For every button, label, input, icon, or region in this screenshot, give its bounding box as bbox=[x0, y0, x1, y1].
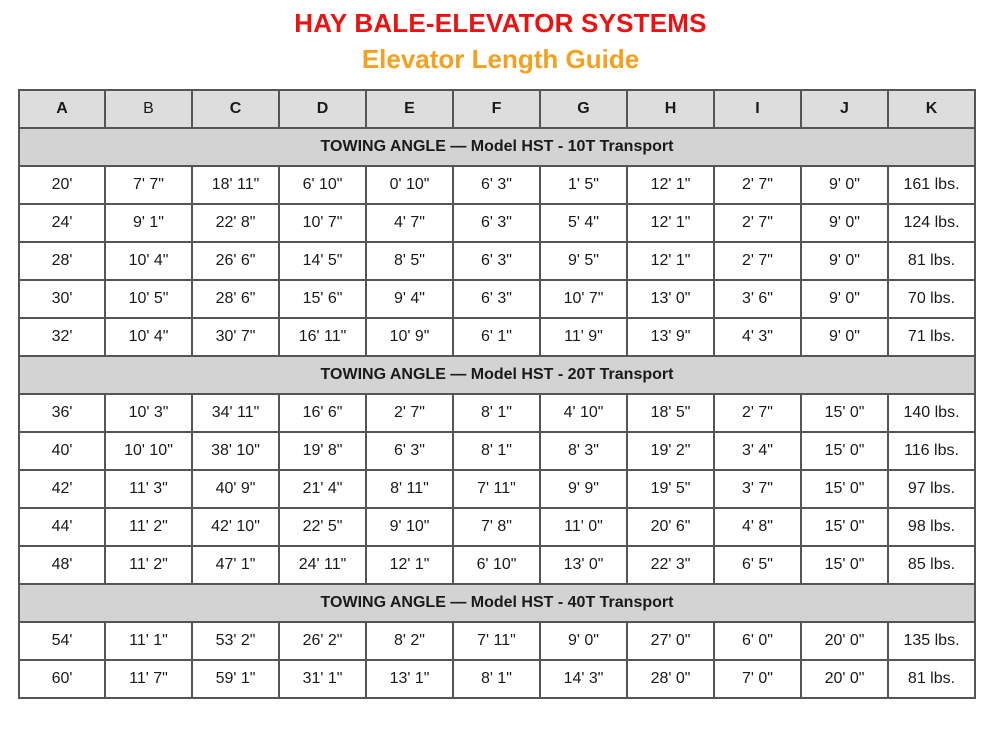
table-row bbox=[19, 432, 975, 470]
table-cell-d: 14' 5" bbox=[279, 242, 366, 280]
table-cell-a: 60' bbox=[19, 660, 105, 698]
column-header-a: A bbox=[19, 90, 105, 128]
table-cell-i: 4' 3" bbox=[714, 318, 801, 356]
table-cell-d: 21' 4" bbox=[279, 470, 366, 508]
table-cell-h: 12' 1" bbox=[627, 166, 714, 204]
section-header-row bbox=[19, 356, 975, 394]
table-row bbox=[19, 394, 975, 432]
table-cell-d: 16' 11" bbox=[279, 318, 366, 356]
table-cell-h: 22' 3" bbox=[627, 546, 714, 584]
table-cell-c: 47' 1" bbox=[192, 546, 279, 584]
table-cell-g: 8' 3" bbox=[540, 432, 627, 470]
table-cell-c: 26' 6" bbox=[192, 242, 279, 280]
table-row bbox=[19, 470, 975, 508]
table-cell-j: 9' 0" bbox=[801, 318, 888, 356]
table-cell-e: 13' 1" bbox=[366, 660, 453, 698]
table-cell-h: 19' 2" bbox=[627, 432, 714, 470]
table-cell-g: 9' 5" bbox=[540, 242, 627, 280]
table-cell-k: 97 lbs. bbox=[888, 470, 975, 508]
column-header-i: I bbox=[714, 90, 801, 128]
table-row bbox=[19, 280, 975, 318]
table-cell-b: 10' 3" bbox=[105, 394, 192, 432]
table-row bbox=[19, 166, 975, 204]
table-cell-d: 10' 7" bbox=[279, 204, 366, 242]
table-cell-i: 6' 5" bbox=[714, 546, 801, 584]
table-cell-j: 9' 0" bbox=[801, 280, 888, 318]
table-cell-i: 3' 4" bbox=[714, 432, 801, 470]
table-cell-h: 18' 5" bbox=[627, 394, 714, 432]
table-cell-a: 20' bbox=[19, 166, 105, 204]
table-cell-g: 5' 4" bbox=[540, 204, 627, 242]
section-label: TOWING ANGLE — Model HST - 20T Transport bbox=[19, 356, 975, 394]
table-cell-g: 9' 0" bbox=[540, 622, 627, 660]
table-cell-j: 15' 0" bbox=[801, 394, 888, 432]
table-cell-a: 44' bbox=[19, 508, 105, 546]
table-cell-k: 135 lbs. bbox=[888, 622, 975, 660]
table-row bbox=[19, 204, 975, 242]
table-cell-j: 20' 0" bbox=[801, 660, 888, 698]
table-cell-i: 2' 7" bbox=[714, 394, 801, 432]
table-row bbox=[19, 318, 975, 356]
table-cell-i: 2' 7" bbox=[714, 204, 801, 242]
table-cell-j: 15' 0" bbox=[801, 432, 888, 470]
table-cell-h: 27' 0" bbox=[627, 622, 714, 660]
table-cell-b: 10' 4" bbox=[105, 318, 192, 356]
table-cell-a: 30' bbox=[19, 280, 105, 318]
table-cell-b: 11' 7" bbox=[105, 660, 192, 698]
table-cell-e: 10' 9" bbox=[366, 318, 453, 356]
column-header-d: D bbox=[279, 90, 366, 128]
table-cell-f: 6' 3" bbox=[453, 280, 540, 318]
table-cell-d: 26' 2" bbox=[279, 622, 366, 660]
elevator-length-table bbox=[18, 89, 976, 699]
column-header-f: F bbox=[453, 90, 540, 128]
table-cell-g: 9' 9" bbox=[540, 470, 627, 508]
table-cell-f: 6' 3" bbox=[453, 204, 540, 242]
table-cell-e: 8' 11" bbox=[366, 470, 453, 508]
column-header-k: K bbox=[888, 90, 975, 128]
table-cell-f: 8' 1" bbox=[453, 394, 540, 432]
section-label: TOWING ANGLE — Model HST - 10T Transport bbox=[19, 128, 975, 166]
table-cell-c: 34' 11" bbox=[192, 394, 279, 432]
table-cell-g: 10' 7" bbox=[540, 280, 627, 318]
table-cell-f: 8' 1" bbox=[453, 432, 540, 470]
table-header-row bbox=[19, 90, 975, 128]
table-cell-h: 12' 1" bbox=[627, 242, 714, 280]
table-cell-j: 15' 0" bbox=[801, 546, 888, 584]
table-cell-i: 3' 6" bbox=[714, 280, 801, 318]
table-cell-f: 8' 1" bbox=[453, 660, 540, 698]
page-title: HAY BALE-ELEVATOR SYSTEMS bbox=[294, 8, 707, 38]
table-cell-g: 11' 9" bbox=[540, 318, 627, 356]
section-label: TOWING ANGLE — Model HST - 40T Transport bbox=[19, 584, 975, 622]
table-cell-d: 16' 6" bbox=[279, 394, 366, 432]
table-cell-g: 14' 3" bbox=[540, 660, 627, 698]
column-header-b: B bbox=[105, 90, 192, 128]
section-header-row bbox=[19, 128, 975, 166]
table-cell-b: 10' 5" bbox=[105, 280, 192, 318]
table-cell-e: 9' 4" bbox=[366, 280, 453, 318]
column-header-h: H bbox=[627, 90, 714, 128]
table-cell-d: 22' 5" bbox=[279, 508, 366, 546]
table-row bbox=[19, 622, 975, 660]
table-cell-c: 18' 11" bbox=[192, 166, 279, 204]
table-cell-a: 36' bbox=[19, 394, 105, 432]
column-header-e: E bbox=[366, 90, 453, 128]
table-cell-a: 40' bbox=[19, 432, 105, 470]
table-cell-i: 2' 7" bbox=[714, 166, 801, 204]
table-cell-a: 24' bbox=[19, 204, 105, 242]
table-cell-i: 7' 0" bbox=[714, 660, 801, 698]
table-cell-h: 19' 5" bbox=[627, 470, 714, 508]
table-cell-j: 9' 0" bbox=[801, 166, 888, 204]
table-cell-f: 7' 11" bbox=[453, 622, 540, 660]
table-cell-a: 48' bbox=[19, 546, 105, 584]
column-header-g: G bbox=[540, 90, 627, 128]
table-cell-c: 42' 10" bbox=[192, 508, 279, 546]
table-cell-a: 32' bbox=[19, 318, 105, 356]
table-cell-k: 161 lbs. bbox=[888, 166, 975, 204]
table-cell-h: 12' 1" bbox=[627, 204, 714, 242]
table-cell-c: 30' 7" bbox=[192, 318, 279, 356]
table-cell-h: 28' 0" bbox=[627, 660, 714, 698]
table-cell-c: 40' 9" bbox=[192, 470, 279, 508]
table-cell-f: 7' 8" bbox=[453, 508, 540, 546]
table-cell-f: 6' 3" bbox=[453, 242, 540, 280]
table-cell-g: 4' 10" bbox=[540, 394, 627, 432]
table-cell-k: 70 lbs. bbox=[888, 280, 975, 318]
table-cell-k: 140 lbs. bbox=[888, 394, 975, 432]
table-cell-k: 81 lbs. bbox=[888, 242, 975, 280]
table-cell-g: 1' 5" bbox=[540, 166, 627, 204]
table-cell-e: 6' 3" bbox=[366, 432, 453, 470]
table-cell-k: 85 lbs. bbox=[888, 546, 975, 584]
table-body bbox=[19, 128, 975, 698]
table-cell-i: 3' 7" bbox=[714, 470, 801, 508]
table-cell-f: 7' 11" bbox=[453, 470, 540, 508]
table-cell-i: 2' 7" bbox=[714, 242, 801, 280]
table-cell-f: 6' 1" bbox=[453, 318, 540, 356]
table-cell-d: 24' 11" bbox=[279, 546, 366, 584]
table-cell-e: 8' 5" bbox=[366, 242, 453, 280]
table-cell-e: 9' 10" bbox=[366, 508, 453, 546]
table-cell-h: 13' 0" bbox=[627, 280, 714, 318]
table-cell-b: 10' 4" bbox=[105, 242, 192, 280]
table-cell-k: 116 lbs. bbox=[888, 432, 975, 470]
table-cell-j: 9' 0" bbox=[801, 242, 888, 280]
table-cell-k: 98 lbs. bbox=[888, 508, 975, 546]
table-cell-g: 11' 0" bbox=[540, 508, 627, 546]
table-cell-b: 9' 1" bbox=[105, 204, 192, 242]
section-header-row bbox=[19, 584, 975, 622]
table-cell-e: 0' 10" bbox=[366, 166, 453, 204]
table-cell-c: 28' 6" bbox=[192, 280, 279, 318]
table-cell-e: 12' 1" bbox=[366, 546, 453, 584]
table-cell-k: 71 lbs. bbox=[888, 318, 975, 356]
table-cell-g: 13' 0" bbox=[540, 546, 627, 584]
table-cell-j: 9' 0" bbox=[801, 204, 888, 242]
table-cell-c: 38' 10" bbox=[192, 432, 279, 470]
table-cell-j: 15' 0" bbox=[801, 508, 888, 546]
table-cell-e: 2' 7" bbox=[366, 394, 453, 432]
table-cell-b: 11' 2" bbox=[105, 508, 192, 546]
table-cell-d: 19' 8" bbox=[279, 432, 366, 470]
table-cell-d: 6' 10" bbox=[279, 166, 366, 204]
table-cell-h: 20' 6" bbox=[627, 508, 714, 546]
table-cell-c: 53' 2" bbox=[192, 622, 279, 660]
table-cell-a: 28' bbox=[19, 242, 105, 280]
table-cell-i: 6' 0" bbox=[714, 622, 801, 660]
table-row bbox=[19, 546, 975, 584]
table-cell-k: 124 lbs. bbox=[888, 204, 975, 242]
table-cell-b: 10' 10" bbox=[105, 432, 192, 470]
column-header-c: C bbox=[192, 90, 279, 128]
table-cell-d: 15' 6" bbox=[279, 280, 366, 318]
column-header-j: J bbox=[801, 90, 888, 128]
table-cell-b: 11' 2" bbox=[105, 546, 192, 584]
table-cell-e: 8' 2" bbox=[366, 622, 453, 660]
table-cell-c: 59' 1" bbox=[192, 660, 279, 698]
table-cell-b: 11' 1" bbox=[105, 622, 192, 660]
table-cell-f: 6' 10" bbox=[453, 546, 540, 584]
table-row bbox=[19, 242, 975, 280]
table-cell-a: 54' bbox=[19, 622, 105, 660]
table-row bbox=[19, 508, 975, 546]
table-cell-f: 6' 3" bbox=[453, 166, 540, 204]
table-cell-d: 31' 1" bbox=[279, 660, 366, 698]
table-row bbox=[19, 660, 975, 698]
table-cell-a: 42' bbox=[19, 470, 105, 508]
table-cell-c: 22' 8" bbox=[192, 204, 279, 242]
table-cell-b: 7' 7" bbox=[105, 166, 192, 204]
table-cell-i: 4' 8" bbox=[714, 508, 801, 546]
table-cell-j: 20' 0" bbox=[801, 622, 888, 660]
table-cell-h: 13' 9" bbox=[627, 318, 714, 356]
table-cell-b: 11' 3" bbox=[105, 470, 192, 508]
table-cell-k: 81 lbs. bbox=[888, 660, 975, 698]
table-cell-e: 4' 7" bbox=[366, 204, 453, 242]
page-subtitle: Elevator Length Guide bbox=[361, 44, 640, 74]
table-cell-j: 15' 0" bbox=[801, 470, 888, 508]
